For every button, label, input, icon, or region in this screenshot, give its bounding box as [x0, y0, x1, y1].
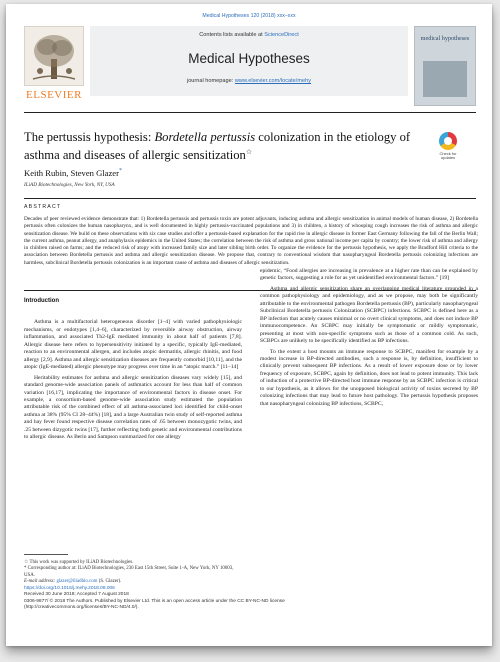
received-dates: Received 30 June 2018; Accepted 7 August 2018	[24, 592, 129, 598]
authors[interactable]: Keith Rubin, Steven Glazer	[24, 168, 119, 178]
article-title	[24, 130, 414, 163]
footnotes	[24, 554, 242, 586]
funding-footnote: ☆ This work was supported by ILiAD Biotechnologies.	[24, 560, 134, 565]
journal-title: Medical Hypotheses	[188, 51, 310, 66]
journal-banner	[90, 26, 408, 96]
body-paragraph: Asthma and allergic sensitization share an overlapping medical literature grounded in a common pathophysiology and epidemiology, and as we propose, may both be significantly attributable to the environmental pathogen Bordetella pertussis (BP), particularly nasopharyngeal Subclinical Bordetella pertussis Colonization (SCBPC) infections. SCBPC is defined here as a BP infection that acutely causes minimal or no overt clinical symptoms, and does not induce BP immunocompetence. An SCBPC may initially be symptomatic or mildly symptomatic, presenting at most with non-specific symptoms such as those of a common cold. As such, SCBPCs are unlikely to be specifically identified as BP infections.	[260, 285, 478, 345]
body-paragraph: epidemic, “Food allergies are increasing in prevalence at a higher rate than can be explained by genetic factors, suggesting a role for as yet unidentified environmental factors.” [19]	[260, 268, 478, 282]
body-paragraph: To the extent a host mounts an immune response to SCBPC, manifest for example by a modest increase in BP-directed antibodies, such a response is, by definition, insufficient to clinically prevent subsequent BP infections. As a result of lower exposure dose or by lower frequency of exposure, SCBPC, again by definition, does not lead to potent immunity. This lack of induction of a protective BP-directed host immune response by an SCBPC infection is critical to our hypothesis, as it allows for the unopposed biological activity of toxins secreted by BP colonizing infections that may lead to future host pathology. The pertussis hypothesis proposes that nasopharyngeal colonizing BP infections, SCBPC,	[260, 348, 478, 407]
title-footnote-marker[interactable]: ☆	[245, 148, 253, 156]
body-paragraph: Heritability estimates for asthma and allergic sensitization diseases vary widely [15], and standard genome-wide association panels of asthmatics account for less than half of common variation [16,17], implicating the importance of environmental factors in disease onset. For example, a consortium-based genome-wide association study estimated the population attributable risk of the combined effect of all asthma-associated loci identified for child-onset asthma at 38% (95% CI 28–44%) [18], and a large Australian twin study of self-reported asthma and hay fever found respective disease correlation rates of .65 between monozygotic twins, and .25 between dizygotic twins [17], further reflecting both genetic and environmental contributions to allergic disease. As Berin and Sampson summarized for one allergy	[24, 374, 242, 441]
affiliation: ILiAD Biotechnologies, New York, NY, USA	[24, 182, 115, 188]
abstract-text: Decades of peer reviewed evidence demonstrate that: 1) Bordetella pertussis and pertussis toxin are potent adjuvants, inducing asthma and allergic sensitization in animal models of human disease, 2) Bordetella pertussis often colonizes the human nasopharynx, and is well documented in highly pertussis-vaccinated populations and 3) in children, a history of whooping cough increases the risk of asthma and allergic sensitization disease. We build on these observations with six case studies and offer a pertussis-based explanation for the rapid rise in allergic disease in former East Germany following the fall of the Berlin Wall; the current asthma, peanut allergy, and anaphylaxis epidemics in the United States; the correlation between the risk of asthma and gross national income per capita by country; the lower risk of asthma and allergy in children raised on farms; and the reduced risk of atopy with increased family size and later sibling birth order. To organize the evidence for the pertussis hypothesis, we apply the Bradford Hill criteria to the association between Bordetella pertussis and asthma and allergic sensitization disease. We propose that, contrary to conventional wisdom that nasopharyngeal Bordetella pertussis colonizing infections are harmless, subclinical Bordetella pertussis colonization is an important cause of asthma and diseases of allergic sensitization.	[24, 216, 478, 266]
corresponding-author-marker[interactable]: *	[119, 168, 122, 175]
homepage-prefix: journal homepage:	[186, 78, 234, 84]
publisher-name: ELSEVIER	[26, 89, 82, 101]
title-part-1: The pertussis hypothesis:	[24, 130, 155, 144]
journal-cover-icon[interactable]	[414, 26, 476, 106]
masthead	[24, 26, 476, 106]
email-footnote	[24, 579, 242, 585]
elsevier-logo[interactable]	[24, 26, 84, 106]
title-part-2: colonization in the etiology of asthma and diseases of allergic sensitization	[24, 130, 411, 163]
article-meta	[24, 586, 454, 611]
crossmark-button[interactable]	[430, 132, 466, 172]
running-header: Medical Hypotheses 120 (2018) xxx–xxx	[202, 13, 296, 19]
section-heading-introduction: Introduction	[24, 298, 59, 304]
elsevier-tree-logo-icon	[24, 26, 84, 86]
email-label: E-mail address:	[24, 579, 56, 585]
contents-line	[90, 32, 408, 38]
crossmark-label-2: updates	[440, 155, 456, 161]
email-suffix: (S. Glazer).	[98, 579, 122, 585]
sciencedirect-link[interactable]: ScienceDirect	[264, 32, 299, 38]
footnote-rule	[24, 554, 68, 555]
journal-homepage-line	[90, 78, 408, 84]
body-paragraph: Asthma is a multifactorial heterogeneous disorder [1–4] with varied pathophysiologic mechanisms, or endotypes [1,4–6], characterized by reversible airway obstruction, airway inflammation, and associated Th2-IgE mediated immunity in about half of patients [7,8]. Allergic disease here refers to hypersensitivity initiated by a specific, typically IgE-mediated, reaction to an environmental allergen, and includes atopic dermatitis, allergic rhinitis, and food allergy [2,9]. Asthma and allergic sensitization diseases are frequently comorbid [10,11], and the atopic (IgE-mediated) allergic phenotype may progress over time in an “atopic march.” [11–14]	[24, 319, 242, 371]
license-line-2[interactable]: (http://creativecommons.org/licenses/BY-NC-ND/4.0/).	[24, 604, 139, 610]
cover-title: medical hypotheses	[420, 35, 470, 42]
article-page	[6, 4, 492, 646]
crossmark-label	[430, 152, 466, 161]
crossmark-label-1: Check for	[439, 151, 457, 156]
corresponding-footnote: * Corresponding author at: ILiAD Biotechnologies, 230 East 15th Street, Suite 1-A, New York, NY 10003, USA.	[24, 566, 234, 578]
abstract-rule-top	[24, 198, 476, 199]
crossmark-icon	[439, 132, 457, 150]
homepage-link[interactable]: www.elsevier.com/locate/mehy	[234, 78, 312, 84]
masthead-rule	[24, 112, 476, 113]
body-left-column	[24, 298, 242, 445]
abstract-heading: ABSTRACT	[24, 204, 62, 210]
contents-prefix: Contents lists available at	[199, 32, 263, 38]
email-link[interactable]: glazer@iliadbio.com	[56, 579, 98, 585]
title-italic: Bordetella pertussis	[154, 130, 256, 144]
cover-image	[423, 61, 467, 97]
body-right-column	[260, 268, 478, 411]
author-list	[24, 168, 122, 178]
license-line-1: 0306-9877/ © 2018 The Authors. Published by Elsevier Ltd. This is an open access article under the CC BY-NC-ND license	[24, 598, 285, 604]
doi-link[interactable]: https://doi.org/10.1016/j.mehy.2018.08.006	[24, 586, 115, 591]
